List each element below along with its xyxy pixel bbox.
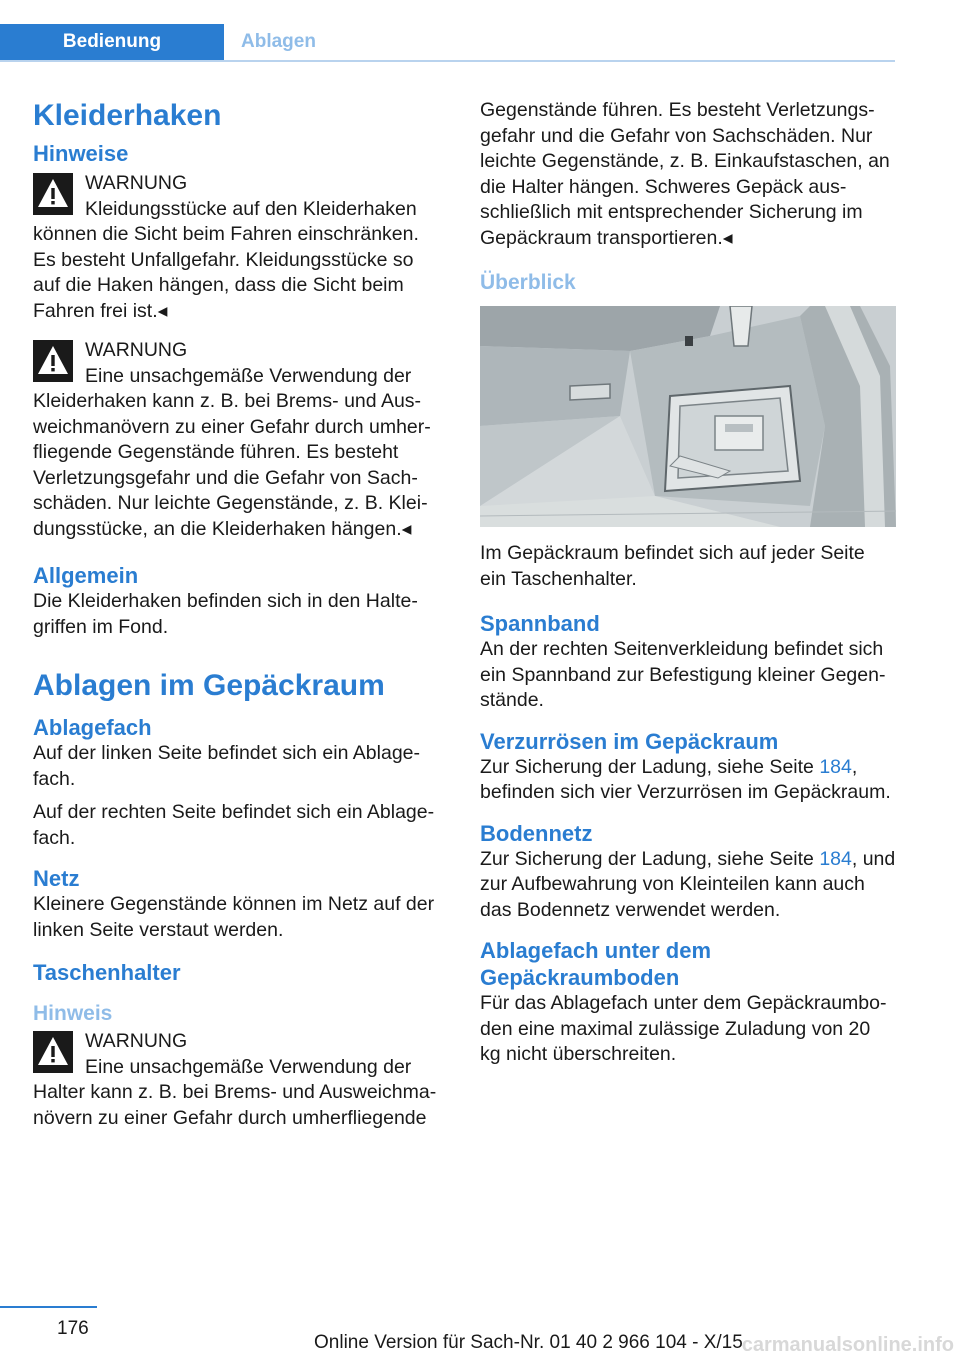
heading-allgemein: Allgemein [33,563,139,588]
warning-block-2 [33,338,445,542]
heading-verzurroesen: Verzurrösen im Gepäckraum [480,728,779,754]
heading-ablagefach: Ablagefach [33,715,152,740]
warning-first-line: Kleidungsstücke auf den Kleiderhaken [85,197,417,220]
warning-triangle-icon [33,1031,73,1073]
right-column [480,98,896,1076]
heading-hinweise: Hinweise [33,141,129,166]
warning-title: WARNUNG [85,172,188,194]
header-tabbar [0,24,895,62]
page-link-184[interactable]: 184 [819,755,852,778]
tab-ablagen[interactable]: Ablagen [241,31,316,52]
heading-hinweis: Hinweis [33,1002,113,1025]
warning-block-3 [33,1029,445,1131]
left-column [33,98,445,1145]
text-segment: , und zur Aufbewahrung von Kleinteilen kann auch das Bodennetz verwendet werden. [480,847,896,921]
warning-title: WARNUNG [85,339,188,361]
warning-text: Kleiderhaken kann z. B. bei Brems- und Ausweichmanövern zu einer Gefahr durch umherfliegende Gegenstände führen. Es besteht Verletzungsgefahr und die Gefahr von Sachschäden. Nur leichte Gegenstände, z. B. Kleidungsstücke, an die Kleiderhaken hängen.◂ [33,390,431,540]
heading-netz: Netz [33,866,80,891]
watermark: carmanualsonline.info [741,1334,954,1356]
paragraph-verzurroesen [480,755,896,806]
warning-first-line: Eine unsachgemäße Verwendung der [85,1055,412,1078]
heading-bodennetz: Bodennetz [480,820,593,846]
footer-accent-line [0,1306,97,1308]
paragraph-allgemein: Die Kleiderhaken befinden sich in den Haltegriffen im Fond. [33,590,418,638]
heading-spannband: Spannband [480,611,600,636]
warning-block-1 [33,171,445,324]
trunk-illustration [480,306,896,527]
online-version-note: Online Version für Sach-Nr. 01 40 2 966 104 - X/15 [314,1332,743,1353]
heading-kleiderhaken: Kleiderhaken [33,99,222,132]
heading-taschenhalter: Taschenhalter [33,960,181,985]
warning-triangle-icon [33,340,73,382]
page-number: 176 [57,1318,89,1339]
warning-text: Halter kann z. B. bei Brems- und Ausweichmanövern zu einer Gefahr durch umherfliegende [33,1081,437,1129]
warning-title: WARNUNG [85,1030,188,1052]
header-divider [0,60,895,62]
tab-bedienung[interactable]: Bedienung [0,24,224,60]
paragraph-warning-continuation: Gegenstände führen. Es besteht Verletzungsgefahr und die Gefahr von Sachschäden. Nur leichte Gegenstände, z. B. Einkaufstaschen, an die Halter hängen. Schweres Gepäck ausschließlich mit entsprechender Sicherung im Gepäckraum transportieren.◂ [480,99,890,249]
warning-triangle-icon [33,173,73,215]
paragraph-bodennetz [480,847,896,924]
heading-ablagen-gepaeckraum: Ablagen im Gepäckraum [33,669,385,702]
image-caption: Im Gepäckraum befindet sich auf jeder Seite ein Taschenhalter. [480,542,865,590]
paragraph-spannband: An der rechten Seitenverkleidung befindet sich ein Spannband zur Befestigung kleiner Gegenstände. [480,638,886,711]
paragraph-netz: Kleinere Gegenstände können im Netz auf der linken Seite verstaut werden. [33,893,435,941]
heading-ueberblick: Überblick [480,271,576,294]
heading-ablagefach-unter-boden: Ablagefach unter dem Gepäckraumboden [480,938,712,990]
paragraph-ablagefach-links: Auf der linken Seite befindet sich ein Ablagefach. [33,742,421,790]
warning-first-line: Eine unsachgemäße Verwendung der [85,364,412,387]
warning-text: können die Sicht beim Fahren einschränken. Es besteht Unfallgefahr. Kleidungsstücke so auf die Haken hängen, dass die Sicht beim Fahren frei ist.◂ [33,223,419,322]
paragraph-ablagefach-rechts: Auf der rechten Seite befindet sich ein Ablagefach. [33,801,435,849]
text-segment: Zur Sicherung der Ladung, siehe Seite [480,847,820,870]
text-segment: , befinden sich vier Verzurrösen im Gepäckraum. [480,755,891,803]
text-segment: Zur Sicherung der Ladung, siehe Seite [480,755,820,778]
page-link-184[interactable]: 184 [819,847,852,870]
paragraph-ablagefach-unter-boden: Für das Ablagefach unter dem Gepäckraumboden eine maximal zulässige Zuladung von 20 kg nicht überschreiten. [480,992,887,1065]
